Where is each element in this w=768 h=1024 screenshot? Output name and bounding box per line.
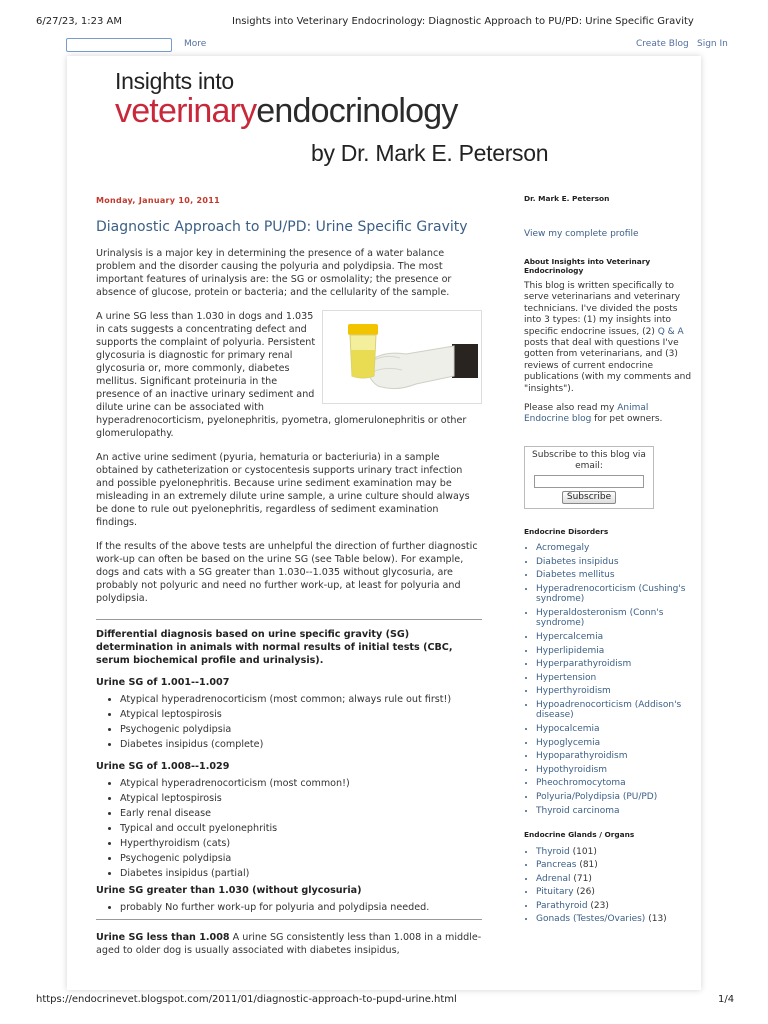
list-item: • Psychogenic polydipsia (120, 852, 482, 865)
list-item: • Typical and occult pyelonephritis (120, 822, 482, 835)
sg-group-list (120, 901, 482, 914)
post-paragraph-1: Urinalysis is a major key in determining the presence of a water balance problem and the disorder causing the polyuria and polydipsia. The most important features of urinalysis are: the SG or osmolality; the presence or absence of glucose, protein or bacteria; and the cellularity of the sample. (96, 248, 452, 298)
post-title[interactable]: Diagnostic Approach to PU/PD: Urine Specific Gravity (96, 219, 468, 235)
banner-word-endocrinology: endocrinology (256, 92, 458, 130)
post-paragraph-2: A urine SG less than 1.030 in dogs and 1.035 in cats suggests a concentrating defect and supports the complaint of polyuria. Persistent glycosuria is diagnostic for primary renal glycosuria or, more commonly, diabetes mellitus. Significant proteinuria in the presence of an inactive urinary sediment and dilute urine can be associated with hyperadrenocorticism, pyelonephritis, pyometra, glomerulonephritis or other glomerulopathy. (96, 311, 467, 439)
gland-count: (26) (576, 887, 595, 898)
gland-item[interactable] (536, 874, 692, 884)
view-profile-anchor[interactable]: View my complete profile (524, 228, 639, 239)
glands-list (536, 847, 692, 925)
gland-item[interactable] (536, 901, 692, 911)
sg-group-list (120, 777, 482, 880)
print-header (0, 16, 768, 30)
navbar-more-link[interactable]: More (184, 39, 207, 49)
list-item: • Psychogenic polydipsia (120, 723, 482, 736)
read-also-text (524, 403, 692, 426)
list-item: • Early renal disease (120, 807, 482, 820)
list-item: • Atypical hyperadrenocorticism (most common; always rule out first!) (120, 693, 482, 706)
glands-heading: Endocrine Glands / Organs (524, 830, 635, 839)
list-item: • Atypical hyperadrenocorticism (most common!) (120, 777, 482, 790)
urine-sg-low-text: A urine SG consistently less than 1.008 in a middle-aged to older dog is usually associated with diabetes insipidus, (96, 932, 482, 956)
table-divider-top (96, 619, 482, 620)
list-item: • Hyperthyroidism (cats) (120, 837, 482, 850)
sidebar-author-name: Dr. Mark E. Peterson (524, 194, 610, 203)
disorder-link[interactable]: • Pheochromocytoma (536, 778, 692, 788)
urine-sg-low-heading: Urine SG less than 1.008 (96, 932, 230, 943)
gloved-hand-holding-cup-image (326, 314, 478, 400)
gland-item[interactable] (536, 887, 692, 897)
sg-group-heading: Urine SG of 1.008--1.029 (96, 761, 230, 772)
table-divider-bottom (96, 919, 482, 920)
post-paragraph-2-block (96, 310, 482, 440)
list-item: • Diabetes insipidus (complete) (120, 738, 482, 751)
blogger-navbar (66, 36, 730, 54)
print-datetime: 6/27/23, 1:23 AM (36, 16, 123, 27)
list-item: • Diabetes insipidus (partial) (120, 867, 482, 880)
list-item: • Atypical leptospirosis (120, 792, 482, 805)
about-heading: About Insights into Veterinary Endocrinology (524, 256, 651, 276)
disorder-link[interactable]: • Hypocalcemia (536, 724, 692, 734)
disorder-link[interactable]: • Hypoglycemia (536, 738, 692, 748)
banner-word-veterinary: veterinary (115, 92, 257, 130)
disorder-link[interactable]: • Hypercalcemia (536, 632, 692, 642)
gland-link[interactable]: Pituitary (536, 887, 574, 898)
gland-count: (81) (579, 860, 598, 871)
gland-item[interactable] (536, 914, 692, 924)
gland-count: (71) (573, 873, 592, 884)
sg-group-list (120, 693, 482, 751)
disorder-link[interactable]: • Hypothyroidism (536, 765, 692, 775)
sg-group-heading: Urine SG of 1.001--1.007 (96, 677, 230, 688)
disorder-link[interactable]: • Hypoadrenocorticism (Addison's disease) (536, 700, 692, 721)
create-blog-link[interactable]: Create Blog (636, 39, 689, 49)
list-item: • Atypical leptospirosis (120, 708, 482, 721)
disorder-link[interactable]: • Hypertension (536, 673, 692, 683)
disorder-link[interactable]: • Hyperthyroidism (536, 686, 692, 696)
banner-line-2 (115, 92, 458, 131)
disorder-link[interactable]: • Diabetes insipidus (536, 557, 692, 567)
about-text-end: posts that deal with questions I've gotten from veterinarians, and (3) reviews of current endocrine publications (with my comments and "insights"). (524, 337, 692, 394)
print-page-title: Insights into Veterinary Endocrinology: Diagnostic Approach to PU/PD: Urine Specific Gravity (232, 16, 694, 27)
view-profile-link[interactable] (524, 229, 692, 240)
post-paragraph-5 (96, 931, 482, 957)
disorders-list (536, 543, 692, 816)
subscribe-widget (524, 446, 654, 509)
read-also-end: for pet owners. (591, 414, 663, 425)
gland-link[interactable]: Parathyroid (536, 900, 588, 911)
gland-count: (101) (572, 846, 597, 857)
urine-sample-photo (322, 310, 482, 404)
about-text-start: This blog is written specifically to serve veterinarians and veterinary technicians. I've divided the posts into 3 types: (1) my insights into specific endocrine issues, (2) (524, 280, 681, 337)
gland-count: (23) (590, 900, 609, 911)
print-page-number: 1/4 (718, 994, 735, 1005)
print-footer (0, 994, 768, 1008)
post-date: Monday, January 10, 2011 (96, 196, 220, 205)
gland-link[interactable]: Pancreas (536, 860, 577, 871)
disorder-link[interactable]: • Hyperparathyroidism (536, 659, 692, 669)
blog-header-banner[interactable] (115, 62, 615, 180)
post-paragraph-4: If the results of the above tests are unhelpful the direction of further diagnostic work-up can often be based on the urine SG (see Table below). For example, dogs and cats with a SG greater than 1.030--1.035 without glycosuria, are probably not polyuric and need no further work-up, at least for polyuria and polydipsia. (96, 541, 478, 604)
sign-in-link[interactable]: Sign In (697, 39, 728, 49)
disorder-link[interactable]: • Acromegaly (536, 543, 692, 553)
disorder-link[interactable]: • Thyroid carcinoma (536, 806, 692, 816)
gland-link[interactable]: Thyroid (536, 846, 570, 857)
disorder-link[interactable]: • Hyperadrenocorticism (Cushing's syndrome) (536, 584, 692, 605)
gland-item[interactable] (536, 847, 692, 857)
gland-link[interactable]: Adrenal (536, 873, 571, 884)
disorder-link[interactable]: • Hyperlipidemia (536, 646, 692, 656)
subscribe-email-input[interactable] (534, 475, 644, 488)
post-paragraph-3: An active urine sediment (pyuria, hematuria or bacteriuria) in a sample obtained by catheterization or cystocentesis supports urinary tract infection and possible pyelonephritis. Because urine sediment examination may be misleading in an extremely dilute urine sample, a urine culture should always be done to rule out pyelonephritis, regardless of sediment examination findings. (96, 452, 470, 528)
disorders-heading: Endocrine Disorders (524, 526, 609, 536)
gland-count: (13) (648, 914, 667, 925)
subscribe-button[interactable]: Subscribe (562, 491, 616, 504)
gland-item[interactable] (536, 860, 692, 870)
print-page-url: https://endocrinevet.blogspot.com/2011/01/diagnostic-approach-to-pupd-urine.html (36, 994, 457, 1005)
banner-line-1: Insights into (115, 68, 234, 94)
gland-link[interactable]: Gonads (Testes/Ovaries) (536, 914, 646, 925)
animal-endocrine-blog-link[interactable]: Animal Endocrine blog (524, 402, 649, 425)
read-also-start: Please also read my (524, 402, 618, 413)
disorder-link[interactable]: • Polyuria/Polydipsia (PU/PD) (536, 792, 692, 802)
qa-link[interactable]: Q & A (657, 326, 684, 337)
post-main-column (96, 194, 482, 957)
differential-table-heading: Differential diagnosis based on urine specific gravity (SG) determination in animals with normal results of initial tests (CBC, serum biochemical profile and urinalysis). (96, 629, 453, 666)
list-item: • probably No further work-up for polyuria and polydipsia needed. (120, 901, 482, 914)
disorder-link[interactable]: • Hyperaldosteronism (Conn's syndrome) (536, 608, 692, 629)
sg-group-heading: Urine SG greater than 1.030 (without glycosuria) (96, 885, 362, 896)
sidebar (524, 194, 692, 928)
disorder-link[interactable]: • Diabetes mellitus (536, 570, 692, 580)
about-text (524, 281, 692, 395)
subscribe-label: Subscribe to this blog via email: (532, 449, 646, 471)
navbar-search-input[interactable] (66, 38, 172, 52)
blog-page (67, 56, 701, 990)
disorder-link[interactable]: • Hypoparathyroidism (536, 751, 692, 761)
banner-byline: by Dr. Mark E. Peterson (311, 140, 549, 166)
